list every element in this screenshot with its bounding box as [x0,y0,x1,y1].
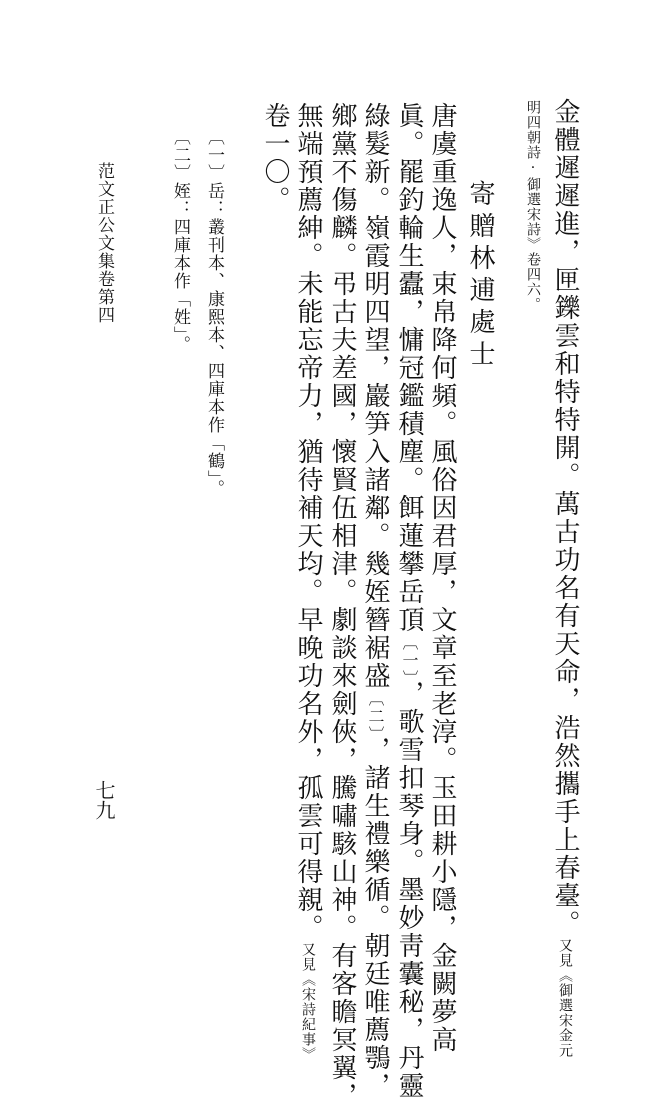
poem2-line-6: 卷一〇。 [260,102,290,214]
footnote-marker-1: 〔一〕 [400,634,419,680]
footnote-2: 〔二〕姪：四庫本作「姓」。 [170,128,190,354]
footnote-1: 〔一〕岳：叢刊本、康熙本、四庫本作「鶴」。 [204,128,224,498]
poem2-line-1: 唐虞重逸人，束帛降何頻。風俗因君厚，文章至老淳。玉田耕小隱，金闕夢高 [427,102,457,1054]
poem2-line-5 [295,102,321,1062]
poem1-note-cont: 明四朝詩·御選宋詩》卷四六。 [525,100,541,312]
page-number: 七九 [92,780,116,820]
poem2-line-3b: ，諸生禮樂循。朝廷唯薦鶚， [360,736,390,1100]
poem1-line [552,98,578,1058]
poem2-line-3 [362,102,388,1100]
poem2-line-2 [396,102,422,1100]
running-head: 范文正公文集卷第四 [94,162,114,324]
poem2-line-5a: 無端預薦紳。未能忘帝力，猶待補天均。早晚功名外，孤雲可得親。 [293,102,323,942]
poem2-line-2a: 眞。罷釣輪生蠹，慵冠鑑積塵。餌蓮攀岳頂 [394,102,424,634]
poem1-text: 金體遲遲進，匣鑠雲和特特開。萬古功名有天命，浩然攜手上春臺。 [550,98,580,938]
poem2-line-3a: 綠髮新。嶺霞明四望，巖笋入諸鄰。幾姪簪裾盛 [360,102,390,690]
poem2-source-note: 又見《宋詩紀事》 [300,942,316,1062]
poem2-line-4: 鄉黨不傷麟。弔古夫差國，懷賢伍相津。劇談來劍俠，騰嘯駭山神。有客瞻冥翼， [327,102,357,1110]
poem1-note: 又見《御選宋金元 [557,938,573,1058]
poem2-line-2b: ，歌雪扣琴身。墨妙靑囊秘，丹靈 [394,680,424,1100]
footnote-marker-2: 〔二〕 [366,690,385,736]
poem2-title: 寄贈林逋處士 [465,180,495,372]
